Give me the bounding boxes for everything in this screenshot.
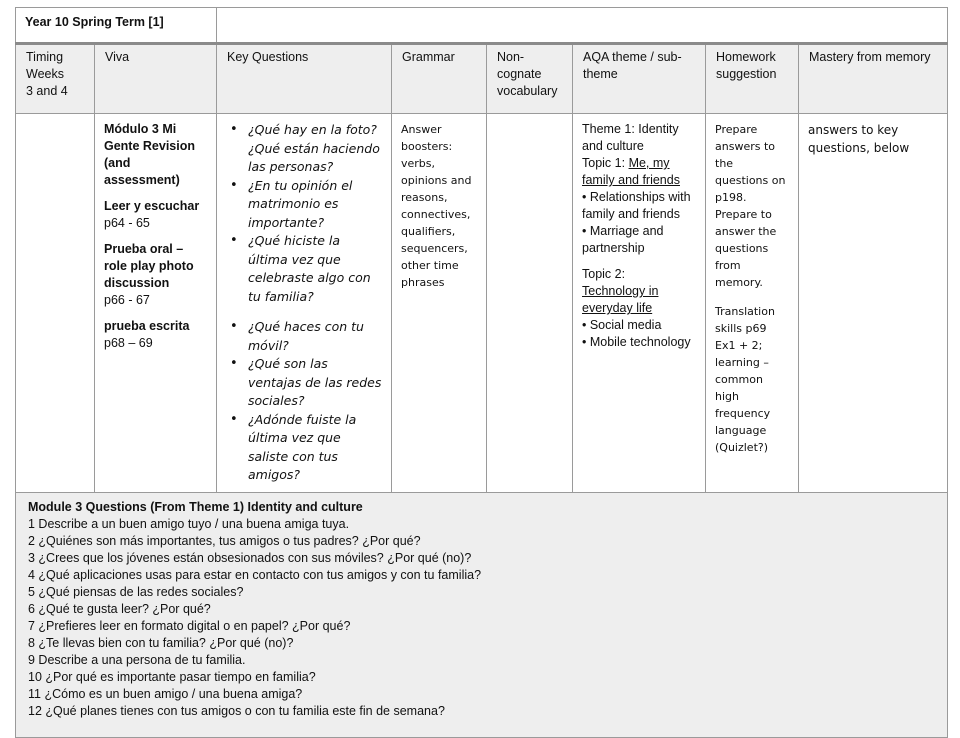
key-questions-list-2	[226, 318, 382, 485]
aqa-theme-cell	[573, 114, 706, 493]
aqa-topic1-prefix: Topic 1:	[582, 156, 629, 170]
title-spacer	[217, 8, 948, 44]
scheme-of-work-page	[15, 7, 947, 738]
aqa-topic2-item: • Social media	[582, 318, 662, 332]
leer-pages: p64 - 65	[104, 216, 150, 230]
aqa-topic2-item: • Mobile technology	[582, 335, 691, 349]
module-question: 6 ¿Qué te gusta leer? ¿Por qué?	[28, 601, 211, 616]
term-title: Year 10 Spring Term [1]	[16, 8, 217, 44]
prueba-escrita-pages: p68 – 69	[104, 336, 153, 350]
grammar-cell: Answer boosters: verbs, opinions and reasons, connectives, qualifiers, sequencers, other time phrases	[392, 114, 487, 493]
key-question: • ¿Qué son las ventajas de las redes sociales?	[240, 355, 382, 411]
header-timing-weeks: Weeks	[26, 67, 64, 81]
header-homework: Homework suggestion	[706, 44, 799, 114]
viva-cell	[95, 114, 217, 493]
homework-part1: Prepare answers to the questions on p198. Prepare to answer the questions from memory.	[715, 123, 786, 289]
mastery-cell: answers to key questions, below	[799, 114, 948, 493]
aqa-topic1-name: Me, my family and friends	[582, 156, 680, 187]
key-question: • ¿En tu opinión el matrimonio es importante?	[240, 177, 382, 233]
key-question: • ¿Qué hiciste la última vez que celebraste algo con tu familia?	[240, 232, 382, 306]
key-question: • ¿Qué hay en la foto? ¿Qué están haciendo las personas?	[240, 121, 382, 177]
module-questions-cell	[16, 492, 948, 737]
aqa-topic1-item: • Relationships with family and friends	[582, 190, 691, 221]
content-row	[16, 114, 948, 493]
key-question: • ¿Adónde fuiste la última vez que saliste con tus amigos?	[240, 411, 382, 485]
aqa-topic2-name: Technology in everyday life	[582, 284, 659, 315]
module-title: Módulo 3 Mi Gente Revision (and assessment)	[104, 122, 195, 187]
module-question: 1 Describe a un buen amigo tuyo / una buena amiga tuya.	[28, 516, 350, 531]
header-aqa-theme: AQA theme / sub-theme	[573, 44, 706, 114]
non-cognate-cell	[487, 114, 573, 493]
header-non-cognate: Non-cognate vocabulary	[487, 44, 573, 114]
header-viva: Viva	[95, 44, 217, 114]
aqa-topic2-prefix: Topic 2:	[582, 267, 626, 281]
aqa-theme: Theme 1: Identity and culture	[582, 122, 679, 153]
module-question: 8 ¿Te llevas bien con tu familia? ¿Por qué (no)?	[28, 635, 294, 650]
key-question: • ¿Qué haces con tu móvil?	[240, 318, 382, 355]
prueba-oral-title: Prueba oral – role play photo discussion	[104, 242, 194, 290]
module-question: 7 ¿Prefieres leer en formato digital o en papel? ¿Por qué?	[28, 618, 351, 633]
module-question: 12 ¿Qué planes tienes con tus amigos o con tu familia este fin de semana?	[28, 703, 445, 718]
key-questions-cell	[217, 114, 392, 493]
homework-cell	[706, 114, 799, 493]
module-question: 4 ¿Qué aplicaciones usas para estar en contacto con tus amigos y con tu familia?	[28, 567, 482, 582]
header-row	[16, 44, 948, 114]
module-question: 11 ¿Cómo es un buen amigo / una buena amiga?	[28, 686, 303, 701]
homework-part2: Translation skills p69 Ex1 + 2; learning – common high frequency language (Quizlet?)	[715, 305, 775, 454]
module-questions-row	[16, 492, 948, 737]
module-question: 10 ¿Por qué es importante pasar tiempo en familia?	[28, 669, 316, 684]
header-mastery: Mastery from memory	[799, 44, 948, 114]
prueba-oral-pages: p66 - 67	[104, 293, 150, 307]
header-key-questions: Key Questions	[217, 44, 392, 114]
module-question: 3 ¿Crees que los jóvenes están obsesionados con sus móviles? ¿Por qué (no)?	[28, 550, 472, 565]
leer-title: Leer y escuchar	[104, 199, 200, 213]
header-grammar: Grammar	[392, 44, 487, 114]
scheme-of-work-table	[15, 7, 948, 738]
title-row	[16, 8, 948, 44]
header-timing-label: Timing	[26, 50, 64, 64]
module-question: 2 ¿Quiénes son más importantes, tus amigos o tus padres? ¿Por qué?	[28, 533, 421, 548]
aqa-topic1-item: • Marriage and partnership	[582, 224, 664, 255]
key-questions-list	[226, 121, 382, 306]
header-timing-range: 3 and 4	[26, 84, 68, 98]
aqa-topic1	[582, 155, 696, 189]
timing-cell	[16, 114, 95, 493]
module-questions-heading: Module 3 Questions (From Theme 1) Identity and culture	[28, 499, 363, 514]
module-question: 9 Describe a una persona de tu familia.	[28, 652, 246, 667]
prueba-escrita-title: prueba escrita	[104, 319, 190, 333]
module-question: 5 ¿Qué piensas de las redes sociales?	[28, 584, 244, 599]
header-timing	[16, 44, 95, 114]
